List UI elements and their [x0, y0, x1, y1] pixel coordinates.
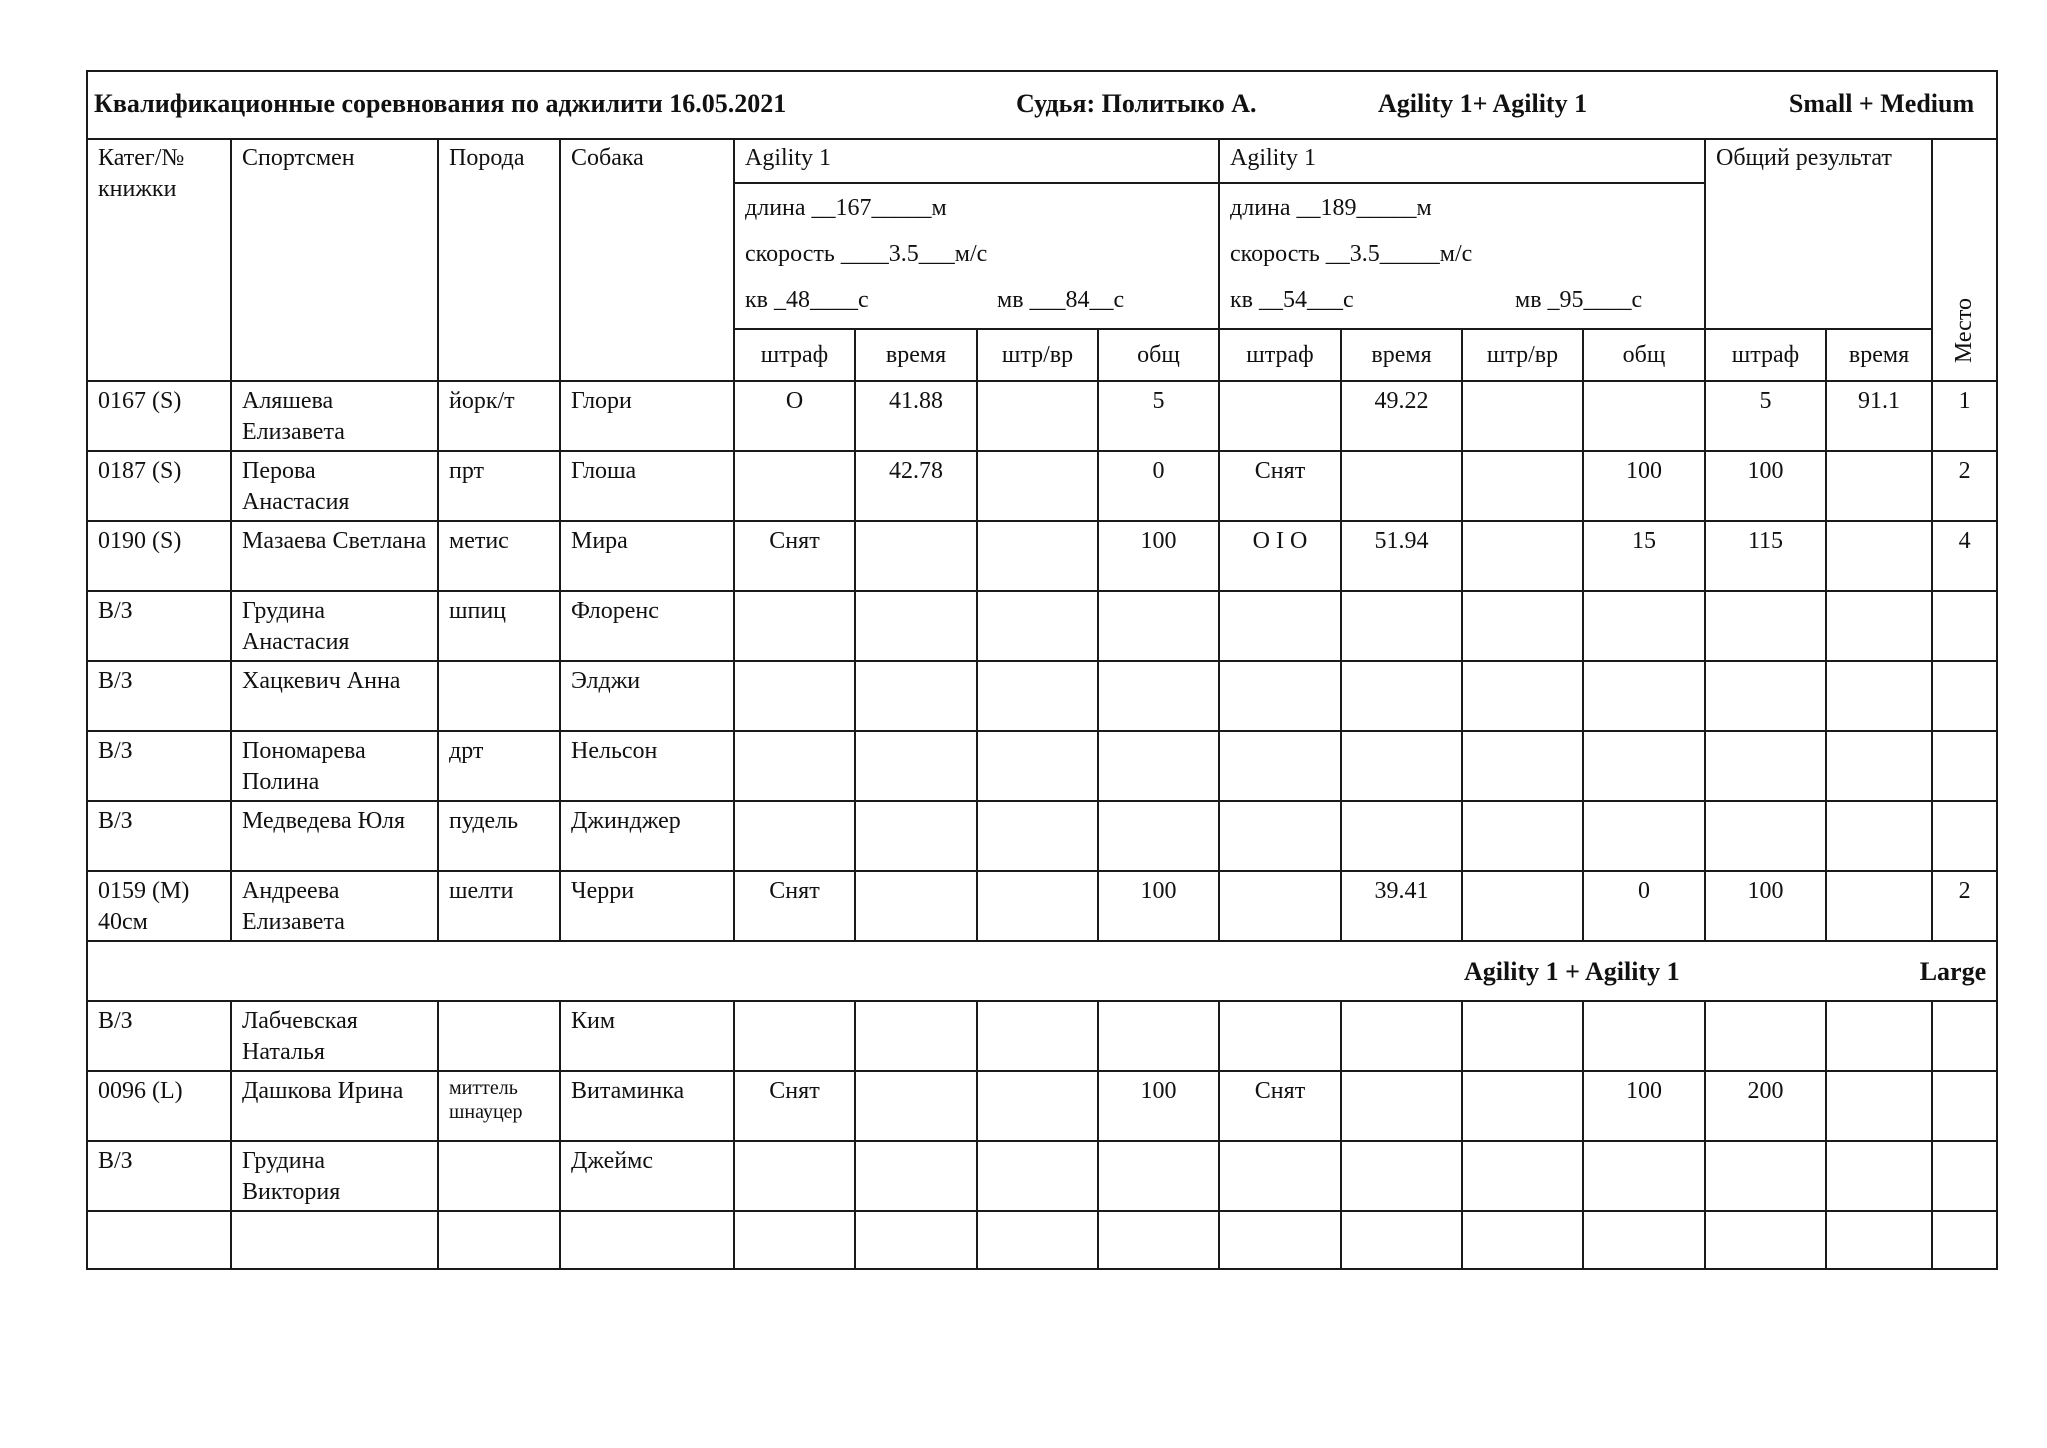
run2-penalty-cell: О I О	[1219, 521, 1341, 591]
total-time-cell: 91.1	[1826, 381, 1932, 451]
empty-cell	[1219, 1211, 1341, 1269]
run1-penalty-cell	[734, 451, 855, 521]
run1-time-penalty-cell	[977, 521, 1098, 591]
header-dog: Собака	[560, 139, 734, 381]
run1-time-header: время	[855, 329, 977, 381]
run2-sum-cell	[1583, 1001, 1705, 1071]
run2-time-cell	[1341, 731, 1462, 801]
run2-penalty-cell	[1219, 591, 1341, 661]
program-label: Agility 1+ Agility 1	[1378, 89, 1588, 118]
run2-time-cell	[1341, 1141, 1462, 1211]
run2-time-cell	[1341, 1071, 1462, 1141]
run2-sum-cell: 100	[1583, 1071, 1705, 1141]
header-athlete: Спортсмен	[231, 139, 438, 381]
run1-penalty-cell: Снят	[734, 521, 855, 591]
place-cell	[1932, 661, 1997, 731]
table-row	[87, 1071, 1997, 1141]
run1-time-cell	[855, 1141, 977, 1211]
total-time-cell	[1826, 1001, 1932, 1071]
run2-penalty-cell	[1219, 801, 1341, 871]
run2-time-cell	[1341, 801, 1462, 871]
results-table	[86, 70, 1998, 1270]
run2-sum-cell: 100	[1583, 451, 1705, 521]
run1-penalty-cell	[734, 1141, 855, 1211]
run1-time-penalty-cell	[977, 731, 1098, 801]
dog-cell: Элджи	[560, 661, 734, 731]
run1-sum-header: общ	[1098, 329, 1219, 381]
empty-cell	[1341, 1211, 1462, 1269]
total-time-cell	[1826, 801, 1932, 871]
run1-penalty-cell	[734, 661, 855, 731]
run1-penalty-header: штраф	[734, 329, 855, 381]
run1-sum-cell	[1098, 1001, 1219, 1071]
run2-penalty-cell	[1219, 381, 1341, 451]
section-large-header	[87, 941, 1997, 1001]
category-cell: 0167 (S)	[87, 381, 231, 451]
breed-cell: метис	[438, 521, 560, 591]
athlete-cell: Перова Анастасия	[231, 451, 438, 521]
total-penalty-cell: 200	[1705, 1071, 1826, 1141]
breed-cell: шпиц	[438, 591, 560, 661]
run2-time-penalty-cell	[1462, 1141, 1583, 1211]
run2-params	[1219, 183, 1705, 329]
run1-time-penalty-header: штр/вр	[977, 329, 1098, 381]
dog-cell: Глори	[560, 381, 734, 451]
run2-penalty-cell: Снят	[1219, 451, 1341, 521]
run1-length: длина __167_____м	[745, 195, 947, 221]
run2-time-penalty-cell	[1462, 731, 1583, 801]
run2-sum-cell	[1583, 1141, 1705, 1211]
run2-penalty-cell: Снят	[1219, 1071, 1341, 1141]
empty-cell	[1705, 1211, 1826, 1269]
header-run1: Agility 1	[734, 139, 1219, 183]
dog-cell: Нельсон	[560, 731, 734, 801]
run1-mct: мв ___84__с	[997, 287, 1125, 313]
run2-time-cell: 51.94	[1341, 521, 1462, 591]
total-penalty-cell: 5	[1705, 381, 1826, 451]
table-row	[87, 381, 1997, 451]
run2-sum-cell	[1583, 731, 1705, 801]
run2-times	[1230, 280, 1694, 326]
place-cell	[1932, 1071, 1997, 1141]
place-cell	[1932, 801, 1997, 871]
table-row	[87, 451, 1997, 521]
total-time-cell	[1826, 871, 1932, 941]
run2-penalty-cell	[1219, 661, 1341, 731]
run2-speed: скорость __3.5_____м/с	[1230, 241, 1473, 267]
dog-cell: Глоша	[560, 451, 734, 521]
run2-time-cell	[1341, 591, 1462, 661]
table-row	[87, 801, 1997, 871]
run1-penalty-cell	[734, 591, 855, 661]
athlete-cell: Грудина Виктория	[231, 1141, 438, 1211]
category-cell: В/З	[87, 1141, 231, 1211]
total-penalty-cell	[1705, 801, 1826, 871]
run1-sum-cell	[1098, 661, 1219, 731]
run2-time-cell	[1341, 1001, 1462, 1071]
run2-time-penalty-cell	[1462, 871, 1583, 941]
dog-cell: Флоренс	[560, 591, 734, 661]
empty-cell	[977, 1211, 1098, 1269]
run1-sum-cell: 100	[1098, 871, 1219, 941]
run2-time-cell: 49.22	[1341, 381, 1462, 451]
run2-time-penalty-cell	[1462, 661, 1583, 731]
athlete-cell: Лабчевская Наталья	[231, 1001, 438, 1071]
run1-time-penalty-cell	[977, 591, 1098, 661]
run2-time-penalty-cell	[1462, 801, 1583, 871]
header-total: Общий результат	[1705, 139, 1932, 329]
run1-sum-cell: 5	[1098, 381, 1219, 451]
breed-cell	[438, 1001, 560, 1071]
run2-penalty-cell	[1219, 1141, 1341, 1211]
run2-time-header: время	[1341, 329, 1462, 381]
category-cell: 0187 (S)	[87, 451, 231, 521]
run2-length: длина __189_____м	[1230, 195, 1432, 221]
total-time-header: время	[1826, 329, 1932, 381]
empty-cell	[231, 1211, 438, 1269]
breed-cell	[438, 661, 560, 731]
breed-cell: шелти	[438, 871, 560, 941]
table-row	[87, 591, 1997, 661]
run1-penalty-cell	[734, 731, 855, 801]
run1-time-cell: 42.78	[855, 451, 977, 521]
place-cell	[1932, 1141, 1997, 1211]
run2-mct: мв _95____с	[1515, 287, 1643, 313]
total-time-cell	[1826, 451, 1932, 521]
run1-sum-cell	[1098, 1141, 1219, 1211]
run2-sum-cell	[1583, 591, 1705, 661]
dog-cell: Джинджер	[560, 801, 734, 871]
breed-cell: пудель	[438, 801, 560, 871]
table-row	[87, 1141, 1997, 1211]
place-cell	[1932, 731, 1997, 801]
competition-title: Квалификационные соревнования по аджилити 16.05.2021	[94, 89, 787, 118]
category-cell: 0159 (М) 40см	[87, 871, 231, 941]
run2-penalty-cell	[1219, 1001, 1341, 1071]
table-row	[87, 521, 1997, 591]
place-cell	[1932, 591, 1997, 661]
breed-cell	[438, 1141, 560, 1211]
run1-penalty-cell	[734, 1001, 855, 1071]
empty-cell	[734, 1211, 855, 1269]
table-row	[87, 1001, 1997, 1071]
header-run2: Agility 1	[1219, 139, 1705, 183]
dog-cell: Черри	[560, 871, 734, 941]
run1-time-penalty-cell	[977, 451, 1098, 521]
total-penalty-header: штраф	[1705, 329, 1826, 381]
total-time-cell	[1826, 591, 1932, 661]
run1-params	[734, 183, 1219, 329]
run2-time-penalty-cell	[1462, 591, 1583, 661]
breed-cell: дрт	[438, 731, 560, 801]
table-row	[87, 731, 1997, 801]
sheet-title-bar	[87, 71, 1997, 139]
athlete-cell: Андреева Елизавета	[231, 871, 438, 941]
dog-cell: Витаминка	[560, 1071, 734, 1141]
run1-sum-cell	[1098, 591, 1219, 661]
run2-sum-cell: 15	[1583, 521, 1705, 591]
table-row	[87, 871, 1997, 941]
empty-cell	[438, 1211, 560, 1269]
run2-time-penalty-cell	[1462, 451, 1583, 521]
run2-sum-cell: 0	[1583, 871, 1705, 941]
empty-cell	[560, 1211, 734, 1269]
run1-time-penalty-cell	[977, 381, 1098, 451]
total-time-cell	[1826, 1071, 1932, 1141]
run2-time-penalty-cell	[1462, 1001, 1583, 1071]
empty-row	[87, 1211, 1997, 1269]
category-cell: В/З	[87, 591, 231, 661]
empty-cell	[1826, 1211, 1932, 1269]
run2-time-penalty-cell	[1462, 1071, 1583, 1141]
section-large-classes: Large	[1919, 957, 1987, 986]
run1-time-cell	[855, 661, 977, 731]
total-penalty-cell: 100	[1705, 871, 1826, 941]
breed-cell: прт	[438, 451, 560, 521]
total-penalty-cell	[1705, 591, 1826, 661]
empty-cell	[855, 1211, 977, 1269]
total-penalty-cell	[1705, 661, 1826, 731]
run1-speed: скорость ____3.5___м/с	[745, 241, 988, 267]
run1-time-cell	[855, 871, 977, 941]
run1-time-penalty-cell	[977, 1141, 1098, 1211]
dog-cell: Джеймс	[560, 1141, 734, 1211]
run2-sct: кв __54___с	[1230, 287, 1354, 313]
run1-time-cell	[855, 731, 977, 801]
run2-sum-cell	[1583, 381, 1705, 451]
run2-time-cell	[1341, 451, 1462, 521]
run1-sum-cell: 100	[1098, 1071, 1219, 1141]
category-cell: В/З	[87, 661, 231, 731]
run1-sum-cell: 100	[1098, 521, 1219, 591]
dog-cell: Мира	[560, 521, 734, 591]
run1-time-cell	[855, 1001, 977, 1071]
run1-penalty-cell: Снят	[734, 1071, 855, 1141]
run2-sum-cell	[1583, 801, 1705, 871]
classes-label: Small + Medium	[1788, 89, 1975, 118]
header-place-cell	[1932, 139, 1997, 381]
run2-time-penalty-header: штр/вр	[1462, 329, 1583, 381]
table-row	[87, 661, 1997, 731]
run2-time-cell	[1341, 661, 1462, 731]
total-penalty-cell	[1705, 731, 1826, 801]
total-time-cell	[1826, 731, 1932, 801]
total-penalty-cell: 100	[1705, 451, 1826, 521]
category-cell: 0190 (S)	[87, 521, 231, 591]
section-large-program: Agility 1 + Agility 1	[1464, 957, 1680, 986]
breed-cell: миттель шнауцер	[438, 1071, 560, 1141]
group-small-medium	[87, 381, 1997, 941]
empty-cell	[1932, 1211, 1997, 1269]
run1-penalty-cell: О	[734, 381, 855, 451]
total-time-cell	[1826, 1141, 1932, 1211]
run2-time-penalty-cell	[1462, 521, 1583, 591]
run2-time-cell: 39.41	[1341, 871, 1462, 941]
empty-cell	[1462, 1211, 1583, 1269]
empty-cell	[1098, 1211, 1219, 1269]
run1-time-penalty-cell	[977, 1001, 1098, 1071]
place-cell: 4	[1932, 521, 1997, 591]
athlete-cell: Мазаева Светлана	[231, 521, 438, 591]
run1-time-cell: 41.88	[855, 381, 977, 451]
athlete-cell: Аляшева Елизавета	[231, 381, 438, 451]
place-cell: 2	[1932, 451, 1997, 521]
category-cell: В/З	[87, 801, 231, 871]
total-time-cell	[1826, 661, 1932, 731]
run1-time-cell	[855, 1071, 977, 1141]
run1-time-cell	[855, 801, 977, 871]
dog-cell: Ким	[560, 1001, 734, 1071]
run1-sum-cell: 0	[1098, 451, 1219, 521]
athlete-cell: Грудина Анастасия	[231, 591, 438, 661]
run2-penalty-cell	[1219, 731, 1341, 801]
empty-cell	[87, 1211, 231, 1269]
group-large	[87, 1001, 1997, 1211]
run2-sum-cell	[1583, 661, 1705, 731]
run1-sum-cell	[1098, 801, 1219, 871]
run1-time-cell	[855, 591, 977, 661]
athlete-cell: Хацкевич Анна	[231, 661, 438, 731]
place-cell: 1	[1932, 381, 1997, 451]
run2-sum-header: общ	[1583, 329, 1705, 381]
run1-penalty-cell	[734, 801, 855, 871]
category-cell: В/З	[87, 1001, 231, 1071]
run1-sct: кв _48____с	[745, 287, 869, 313]
header-place: Место	[1951, 297, 1978, 363]
run1-time-penalty-cell	[977, 871, 1098, 941]
run1-time-cell	[855, 521, 977, 591]
total-penalty-cell	[1705, 1001, 1826, 1071]
athlete-cell: Медведева Юля	[231, 801, 438, 871]
run1-time-penalty-cell	[977, 1071, 1098, 1141]
empty-cell	[1583, 1211, 1705, 1269]
header-breed: Порода	[438, 139, 560, 381]
athlete-cell: Дашкова Ирина	[231, 1071, 438, 1141]
run1-penalty-cell: Снят	[734, 871, 855, 941]
run2-penalty-cell	[1219, 871, 1341, 941]
category-cell: 0096 (L)	[87, 1071, 231, 1141]
run1-sum-cell	[1098, 731, 1219, 801]
place-cell: 2	[1932, 871, 1997, 941]
run1-time-penalty-cell	[977, 661, 1098, 731]
category-cell: В/З	[87, 731, 231, 801]
total-penalty-cell	[1705, 1141, 1826, 1211]
total-time-cell	[1826, 521, 1932, 591]
athlete-cell: Пономарева Полина	[231, 731, 438, 801]
run1-times	[745, 280, 1208, 326]
breed-cell: йорк/т	[438, 381, 560, 451]
run2-time-penalty-cell	[1462, 381, 1583, 451]
judge-name: Судья: Политыко А.	[1016, 89, 1257, 118]
header-category: Катег/№ книжки	[87, 139, 231, 381]
run1-time-penalty-cell	[977, 801, 1098, 871]
total-penalty-cell: 115	[1705, 521, 1826, 591]
run2-penalty-header: штраф	[1219, 329, 1341, 381]
place-cell	[1932, 1001, 1997, 1071]
